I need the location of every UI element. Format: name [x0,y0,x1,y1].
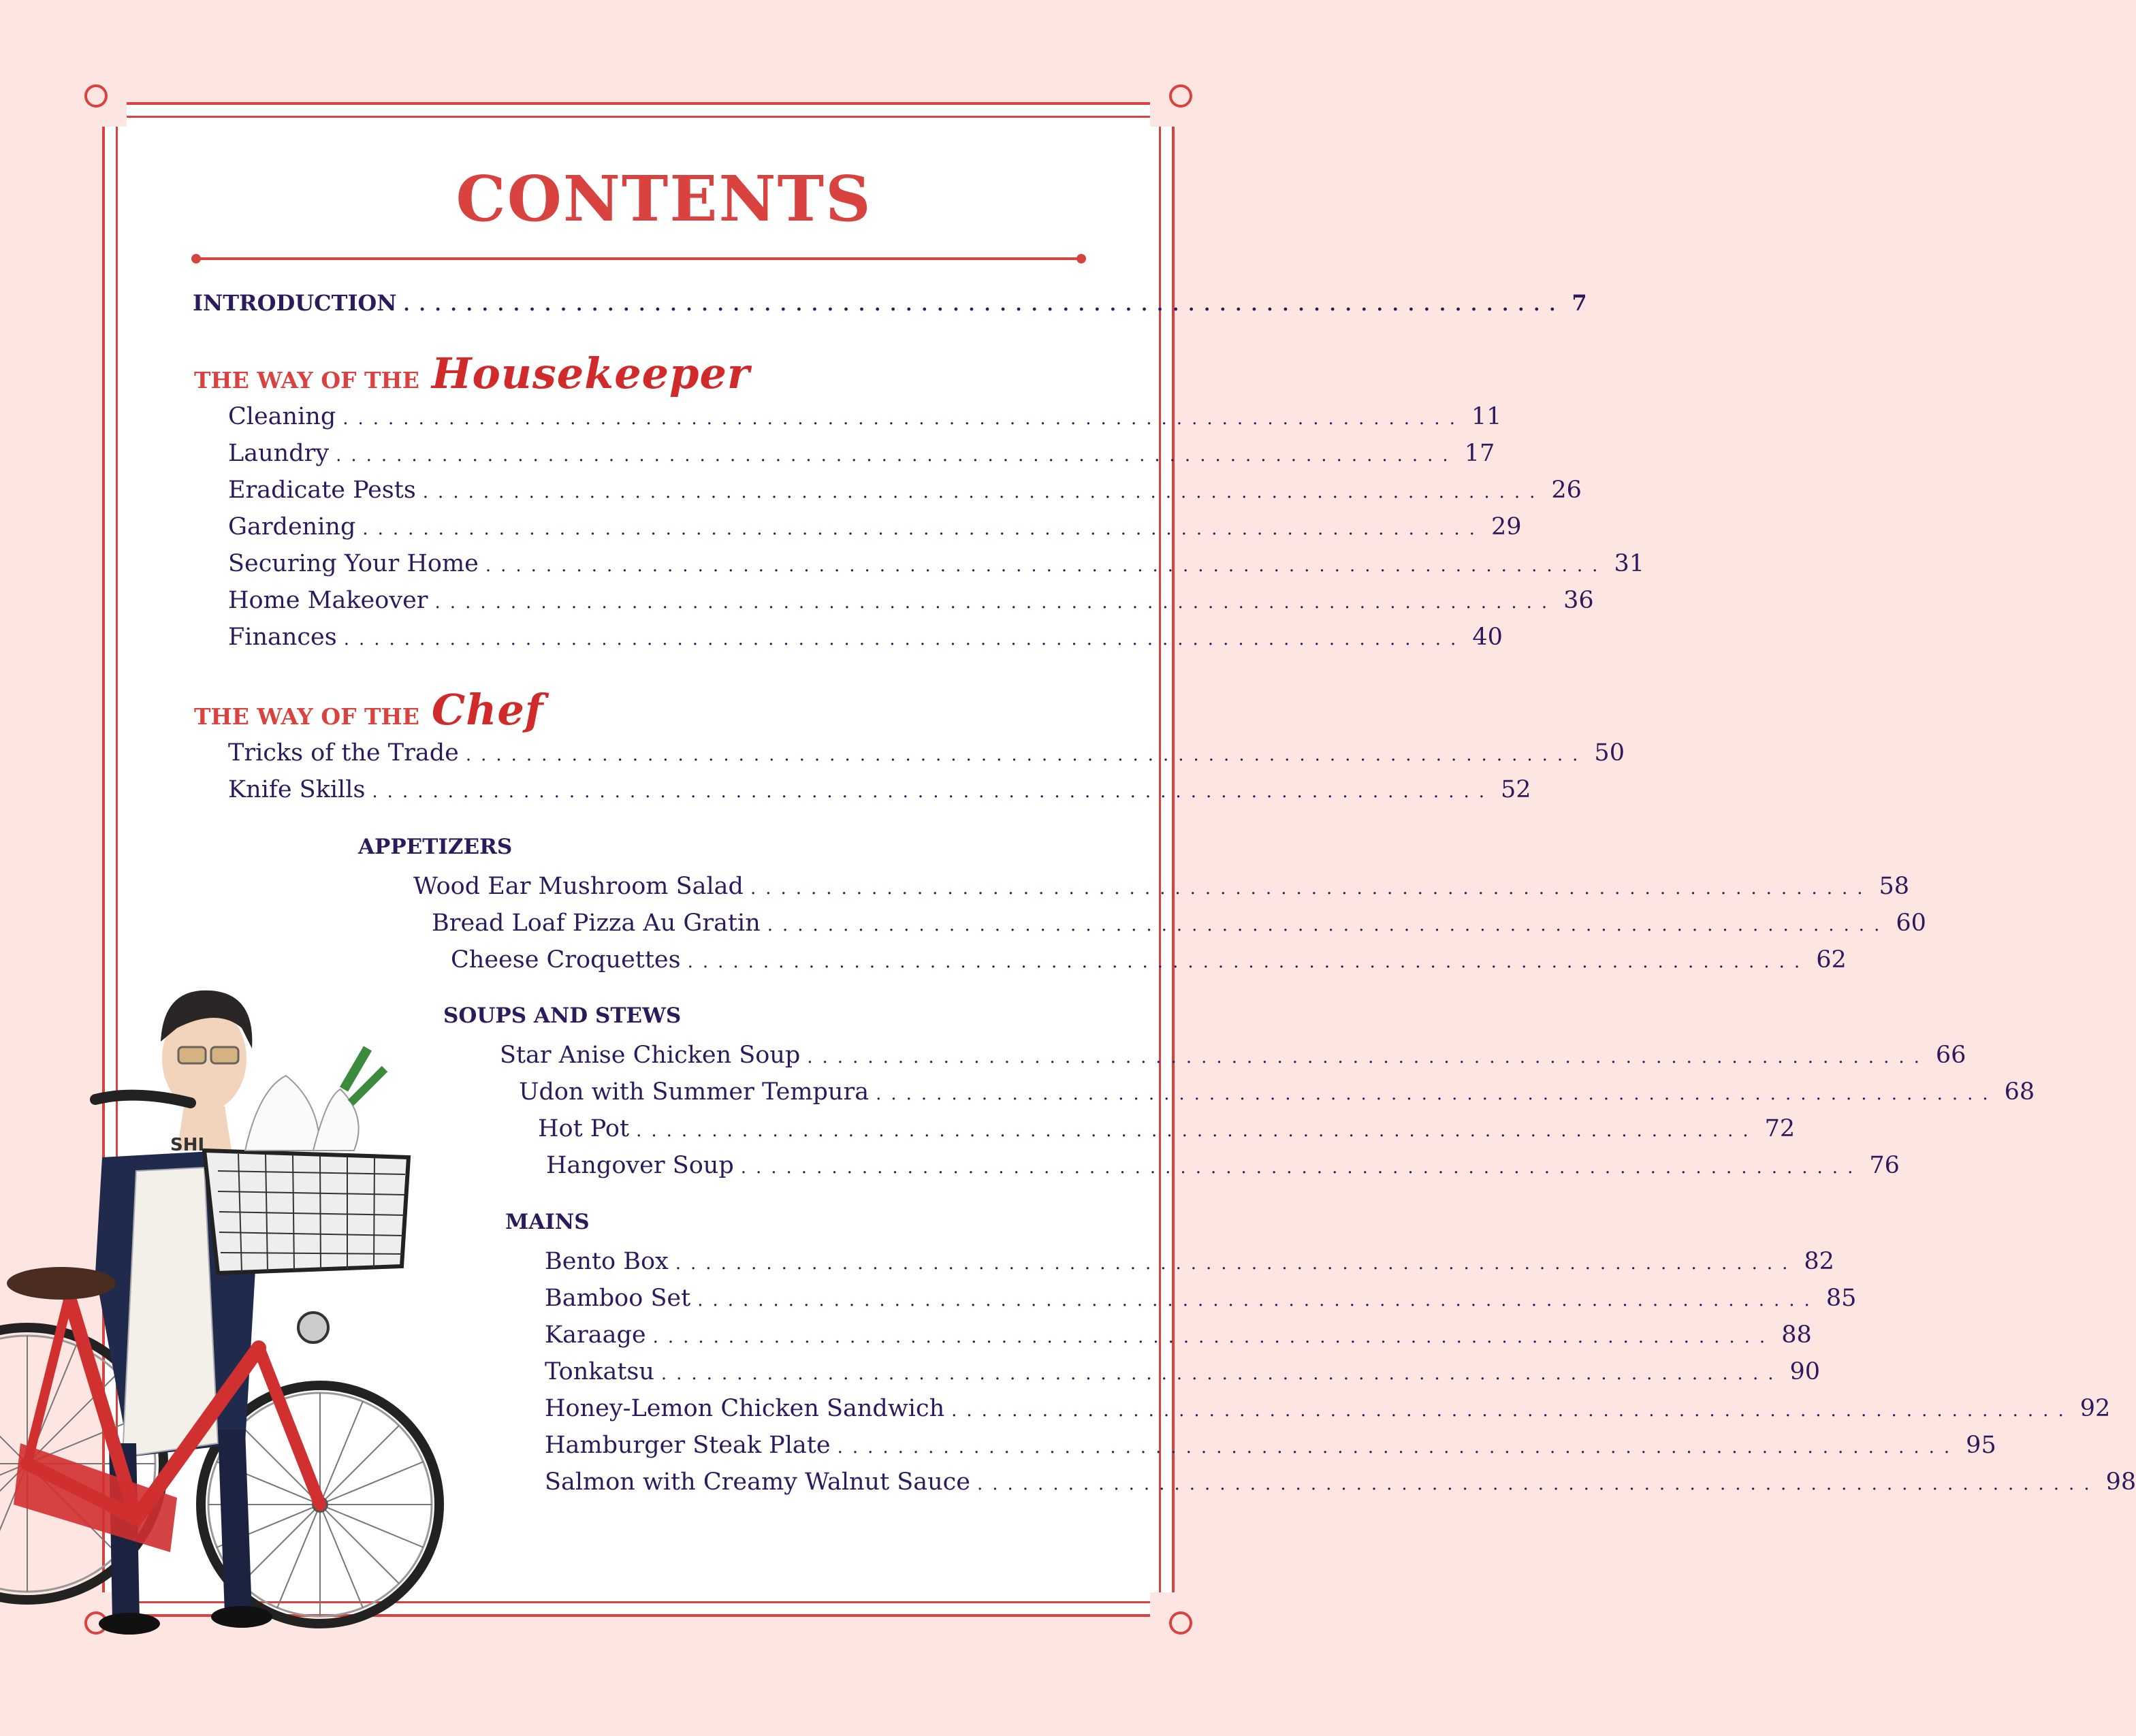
subsection-heading-mains: MAINS [505,1210,590,1234]
dot-leader: .......................................................................... [697,1290,1819,1311]
toc-entry-page: 60 [1896,910,1926,937]
toc-entry-page: 7 [1572,290,1587,316]
bicycle-headlight [298,1313,328,1343]
man-figure [95,991,272,1635]
toc-entry-page: 31 [1614,550,1644,577]
toc-entry-page: 92 [2079,1395,2111,1422]
toc-entry-label: Cheese Croquettes [451,946,681,974]
dot-leader: .......................................................................... [372,782,1494,802]
dot-leader: .......................................................................... [876,1084,1998,1104]
toc-entry[interactable] [228,477,1582,509]
toc-entry-label: Star Anise Chicken Soup [500,1042,801,1069]
toc-entry-label: Bamboo Set [545,1285,691,1312]
toc-entry-page: 29 [1491,513,1522,541]
toc-entry[interactable] [228,513,1522,546]
dot-leader: .......................................................................... [675,1253,1798,1274]
toc-entry-label: Securing Your Home [228,550,479,577]
dot-leader: .......................................................................... [362,519,1484,539]
frame-corner-ornament [1150,95,1181,127]
dot-leader: .......................................................................... [342,408,1465,429]
toc-entry-page: 76 [1869,1152,1900,1179]
toc-entry-page: 95 [1966,1432,1996,1459]
section-script-title: Housekeeper [431,349,750,398]
toc-entry[interactable] [545,1358,1821,1391]
frame-corner-ornament [1150,1592,1181,1624]
dot-leader: .......................................................................... [422,482,1545,502]
toc-entry-label: Wood Ear Mushroom Salad [413,873,744,900]
dot-leader: .......................................................................... [652,1327,1775,1347]
illustration-man-with-bicycle [0,831,463,1654]
dot-leader: .......................................................................... [977,1474,2099,1494]
toc-entry[interactable] [545,1321,1812,1354]
toc-entry-label: Karaage [545,1321,646,1349]
frame-corner-ornament [95,95,127,127]
toc-entry-label: Salmon with Creamy Walnut Sauce [545,1468,970,1496]
dot-leader: .......................................................................... [687,952,1810,972]
toc-entry-page: 68 [2004,1078,2035,1106]
toc-entry[interactable] [500,1042,1966,1074]
toc-entry-page: 90 [1789,1358,1821,1385]
toc-entry-page: 98 [2105,1468,2136,1496]
toc-entry-label: Hamburger Steak Plate [545,1432,831,1459]
subsection-heading-appetizers: APPETIZERS [358,835,513,859]
toc-entry-page: 88 [1781,1321,1812,1349]
toc-entry-page: 26 [1551,477,1582,504]
dot-leader: .......................................................................... [403,295,1565,315]
dot-leader: .......................................................................... [336,445,1458,466]
toc-entry-label: Finances [228,624,337,651]
dot-leader: .......................................................................... [636,1121,1758,1141]
toc-entry-label: Knife Skills [228,776,366,803]
toc-entry-page: 58 [1879,873,1910,900]
toc-entry-introduction[interactable] [193,290,1587,323]
toc-entry[interactable] [538,1115,1796,1148]
toc-entry[interactable] [432,910,1926,942]
dot-leader: .......................................................................... [660,1364,1783,1384]
toc-entry[interactable] [228,776,1531,809]
toc-entry-label: Laundry [228,440,330,467]
bicycle-saddle [7,1267,116,1300]
toc-entry[interactable] [545,1432,1996,1464]
toc-entry-page: 17 [1464,440,1495,467]
toc-entry-label: Cleaning [228,403,336,430]
toc-entry[interactable] [228,587,1594,620]
toc-entry-page: 40 [1472,624,1503,651]
dot-leader: .......................................................................... [343,629,1466,649]
section-heading-housekeeper [194,349,750,398]
subsection-heading-soups: SOUPS AND STEWS [443,1003,682,1028]
chain-guard [14,1443,177,1552]
toc-entry-label: Tricks of the Trade [228,739,459,767]
toc-entry-page: 66 [1935,1042,1966,1069]
dot-leader: .......................................................................... [951,1400,2073,1421]
toc-entry-label: Udon with Summer Tempura [519,1078,870,1106]
toc-entry-label: Tonkatsu [545,1358,654,1385]
toc-entry[interactable] [413,873,1910,905]
toc-entry[interactable] [228,624,1503,656]
dot-leader: .......................................................................... [434,592,1557,613]
toc-entry[interactable] [451,946,1847,979]
dot-leader: .......................................................................... [465,745,1588,765]
toc-entry-page: 62 [1816,946,1847,974]
toc-entry-label: Home Makeover [228,587,428,614]
section-script-title: Chef [431,685,544,735]
toc-entry[interactable] [228,440,1495,472]
dot-leader: .......................................................................... [750,878,1872,899]
toc-entry-page: 52 [1501,776,1531,803]
dot-leader: .......................................................................... [485,556,1608,576]
toc-entry-label: INTRODUCTION [193,290,397,316]
toc-entry-label: Bento Box [545,1248,669,1275]
toc-entry-page: 36 [1563,587,1594,614]
toc-entry-label: Honey-Lemon Chicken Sandwich [545,1395,945,1422]
dot-leader: .......................................................................... [807,1047,1929,1067]
bicycle-handlebar [95,1095,191,1103]
dot-leader: .......................................................................... [837,1437,1960,1458]
toc-entry[interactable] [228,550,1644,583]
toc-entry-page: 82 [1804,1248,1834,1275]
page-title: CONTENTS [456,162,872,236]
section-prefix: THE WAY OF THE [194,703,419,730]
toc-entry[interactable] [519,1078,2035,1111]
toc-entry-page: 85 [1826,1285,1857,1312]
title-divider [196,257,1081,260]
dot-leader: .......................................................................... [767,915,1890,935]
toc-entry-label: Hangover Soup [546,1152,734,1179]
toc-entry-label: Gardening [228,513,356,541]
toc-entry[interactable] [228,739,1625,772]
toc-entry[interactable] [545,1248,1834,1281]
toc-entry[interactable] [545,1468,2136,1501]
toc-entry-page: 72 [1764,1115,1796,1142]
toc-entry[interactable] [546,1152,1900,1185]
toc-entry-page: 11 [1471,403,1502,430]
toc-entry-label: Hot Pot [538,1115,630,1142]
toc-entry-label: Eradicate Pests [228,477,416,504]
toc-entry[interactable] [545,1395,2111,1428]
toc-entry-page: 50 [1594,739,1625,767]
section-heading-chef [194,685,543,735]
toc-entry[interactable] [228,403,1502,436]
toc-entry[interactable] [545,1285,1857,1317]
toc-entry-label: Bread Loaf Pizza Au Gratin [432,910,761,937]
dot-leader: .......................................................................... [740,1157,1863,1178]
section-prefix: THE WAY OF THE [194,367,419,393]
basket-tag-text: SHI [170,1135,205,1155]
